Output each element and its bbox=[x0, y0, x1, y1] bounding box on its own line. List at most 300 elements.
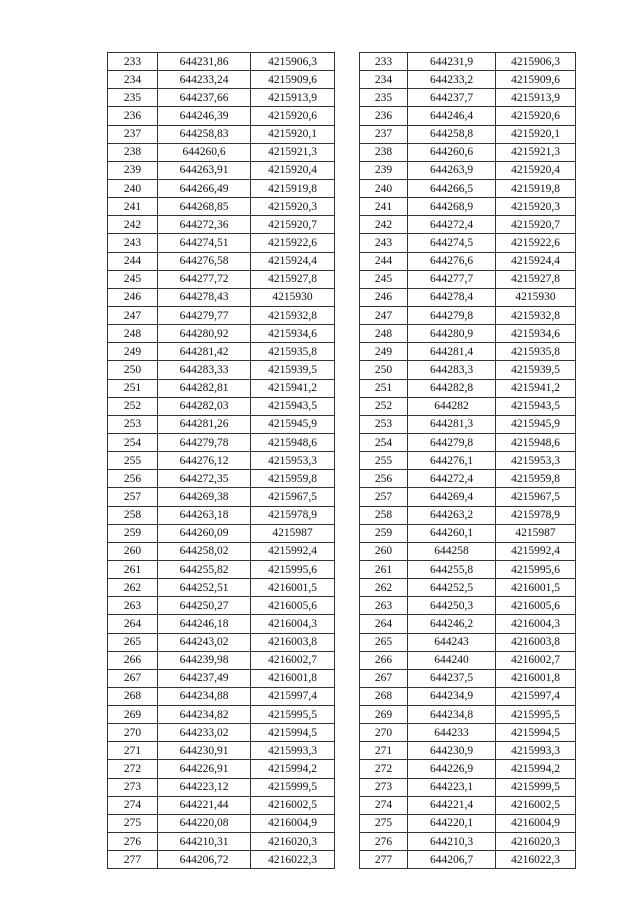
x-coordinate-cell: 644276,6 bbox=[408, 252, 496, 270]
table-row bbox=[360, 361, 576, 379]
x-coordinate-cell: 644278,43 bbox=[158, 288, 251, 306]
y-coordinate-cell: 4215948,6 bbox=[251, 433, 335, 451]
point-number-cell: 247 bbox=[360, 306, 408, 324]
x-coordinate-cell: 644246,2 bbox=[408, 615, 496, 633]
point-number-cell: 246 bbox=[108, 288, 158, 306]
x-coordinate-cell: 644237,7 bbox=[408, 89, 496, 107]
x-coordinate-cell: 644234,8 bbox=[408, 706, 496, 724]
point-number-cell: 264 bbox=[108, 615, 158, 633]
y-coordinate-cell: 4215995,5 bbox=[251, 706, 335, 724]
point-number-cell: 263 bbox=[108, 597, 158, 615]
point-number-cell: 276 bbox=[360, 833, 408, 851]
y-coordinate-cell: 4215920,6 bbox=[251, 107, 335, 125]
y-coordinate-cell: 4215927,8 bbox=[251, 270, 335, 288]
y-coordinate-cell: 4215987 bbox=[251, 524, 335, 542]
point-number-cell: 254 bbox=[360, 433, 408, 451]
y-coordinate-cell: 4215941,2 bbox=[251, 379, 335, 397]
point-number-cell: 268 bbox=[108, 687, 158, 705]
table-row bbox=[360, 433, 576, 451]
point-number-cell: 269 bbox=[108, 706, 158, 724]
x-coordinate-cell: 644206,72 bbox=[158, 851, 251, 869]
y-coordinate-cell: 4215994,5 bbox=[496, 724, 576, 742]
x-coordinate-cell: 644277,7 bbox=[408, 270, 496, 288]
x-coordinate-cell: 644237,49 bbox=[158, 669, 251, 687]
y-coordinate-cell: 4216005,6 bbox=[251, 597, 335, 615]
x-coordinate-cell: 644266,5 bbox=[408, 179, 496, 197]
point-number-cell: 264 bbox=[360, 615, 408, 633]
y-coordinate-cell: 4215994,2 bbox=[496, 760, 576, 778]
x-coordinate-cell: 644263,18 bbox=[158, 506, 251, 524]
x-coordinate-cell: 644279,8 bbox=[408, 433, 496, 451]
table-row bbox=[108, 524, 335, 542]
table-row bbox=[108, 71, 335, 89]
table-row bbox=[360, 724, 576, 742]
point-number-cell: 266 bbox=[360, 651, 408, 669]
point-number-cell: 244 bbox=[108, 252, 158, 270]
table-row bbox=[360, 252, 576, 270]
table-row bbox=[360, 524, 576, 542]
y-coordinate-cell: 4215994,2 bbox=[251, 760, 335, 778]
x-coordinate-cell: 644263,2 bbox=[408, 506, 496, 524]
y-coordinate-cell: 4215913,9 bbox=[496, 89, 576, 107]
y-coordinate-cell: 4216022,3 bbox=[251, 851, 335, 869]
y-coordinate-cell: 4215939,5 bbox=[496, 361, 576, 379]
x-coordinate-cell: 644280,92 bbox=[158, 325, 251, 343]
point-number-cell: 272 bbox=[108, 760, 158, 778]
point-number-cell: 276 bbox=[108, 833, 158, 851]
table-row bbox=[360, 506, 576, 524]
y-coordinate-cell: 4215997,4 bbox=[496, 687, 576, 705]
table-row bbox=[360, 198, 576, 216]
point-number-cell: 234 bbox=[360, 71, 408, 89]
table-row bbox=[360, 851, 576, 869]
y-coordinate-cell: 4216001,5 bbox=[496, 579, 576, 597]
x-coordinate-cell: 644230,91 bbox=[158, 742, 251, 760]
table-row bbox=[108, 560, 335, 578]
y-coordinate-cell: 4215927,8 bbox=[496, 270, 576, 288]
y-coordinate-cell: 4216001,5 bbox=[251, 579, 335, 597]
table-row bbox=[108, 125, 335, 143]
y-coordinate-cell: 4215921,3 bbox=[496, 143, 576, 161]
x-coordinate-cell: 644281,42 bbox=[158, 343, 251, 361]
point-number-cell: 255 bbox=[360, 452, 408, 470]
x-coordinate-cell: 644221,4 bbox=[408, 796, 496, 814]
table-row bbox=[108, 597, 335, 615]
table-row bbox=[360, 53, 576, 71]
x-coordinate-cell: 644272,35 bbox=[158, 470, 251, 488]
table-row bbox=[360, 452, 576, 470]
x-coordinate-cell: 644260,6 bbox=[408, 143, 496, 161]
point-number-cell: 265 bbox=[108, 633, 158, 651]
x-coordinate-cell: 644258,83 bbox=[158, 125, 251, 143]
table-row bbox=[108, 651, 335, 669]
x-coordinate-cell: 644237,5 bbox=[408, 669, 496, 687]
point-number-cell: 270 bbox=[108, 724, 158, 742]
y-coordinate-cell: 4215997,4 bbox=[251, 687, 335, 705]
y-coordinate-cell: 4216005,6 bbox=[496, 597, 576, 615]
table-row bbox=[108, 288, 335, 306]
table-row bbox=[360, 71, 576, 89]
y-coordinate-cell: 4215920,3 bbox=[251, 198, 335, 216]
table-row bbox=[108, 161, 335, 179]
y-coordinate-cell: 4215959,8 bbox=[496, 470, 576, 488]
point-number-cell: 241 bbox=[108, 198, 158, 216]
table-row bbox=[360, 288, 576, 306]
table-row bbox=[360, 615, 576, 633]
y-coordinate-cell: 4215935,8 bbox=[251, 343, 335, 361]
y-coordinate-cell: 4216020,3 bbox=[251, 833, 335, 851]
y-coordinate-cell: 4215919,8 bbox=[251, 179, 335, 197]
point-number-cell: 245 bbox=[360, 270, 408, 288]
x-coordinate-cell: 644234,82 bbox=[158, 706, 251, 724]
point-number-cell: 238 bbox=[360, 143, 408, 161]
table-row bbox=[360, 597, 576, 615]
y-coordinate-cell: 4215921,3 bbox=[251, 143, 335, 161]
x-coordinate-cell: 644210,3 bbox=[408, 833, 496, 851]
x-coordinate-cell: 644279,77 bbox=[158, 306, 251, 324]
point-number-cell: 240 bbox=[360, 179, 408, 197]
x-coordinate-cell: 644268,9 bbox=[408, 198, 496, 216]
x-coordinate-cell: 644226,9 bbox=[408, 760, 496, 778]
table-row bbox=[360, 379, 576, 397]
x-coordinate-cell: 644252,5 bbox=[408, 579, 496, 597]
table-row bbox=[360, 270, 576, 288]
y-coordinate-cell: 4216003,8 bbox=[496, 633, 576, 651]
y-coordinate-cell: 4216020,3 bbox=[496, 833, 576, 851]
point-number-cell: 267 bbox=[360, 669, 408, 687]
table-row bbox=[360, 687, 576, 705]
table-row bbox=[360, 669, 576, 687]
table-row bbox=[360, 778, 576, 796]
x-coordinate-cell: 644260,6 bbox=[158, 143, 251, 161]
table-row bbox=[108, 89, 335, 107]
point-number-cell: 243 bbox=[108, 234, 158, 252]
point-number-cell: 245 bbox=[108, 270, 158, 288]
x-coordinate-cell: 644233 bbox=[408, 724, 496, 742]
x-coordinate-cell: 644283,3 bbox=[408, 361, 496, 379]
x-coordinate-cell: 644282 bbox=[408, 397, 496, 415]
point-number-cell: 267 bbox=[108, 669, 158, 687]
y-coordinate-cell: 4215967,5 bbox=[496, 488, 576, 506]
x-coordinate-cell: 644230,9 bbox=[408, 742, 496, 760]
point-number-cell: 251 bbox=[108, 379, 158, 397]
y-coordinate-cell: 4215995,6 bbox=[496, 560, 576, 578]
y-coordinate-cell: 4215995,5 bbox=[496, 706, 576, 724]
table-row bbox=[108, 325, 335, 343]
table-row bbox=[360, 833, 576, 851]
y-coordinate-cell: 4216001,8 bbox=[251, 669, 335, 687]
x-coordinate-cell: 644276,1 bbox=[408, 452, 496, 470]
y-coordinate-cell: 4215999,5 bbox=[251, 778, 335, 796]
point-number-cell: 268 bbox=[360, 687, 408, 705]
point-number-cell: 239 bbox=[108, 161, 158, 179]
y-coordinate-cell: 4215945,9 bbox=[251, 415, 335, 433]
y-coordinate-cell: 4215943,5 bbox=[251, 397, 335, 415]
x-coordinate-cell: 644280,9 bbox=[408, 325, 496, 343]
table-row bbox=[360, 125, 576, 143]
y-coordinate-cell: 4215920,6 bbox=[496, 107, 576, 125]
x-coordinate-cell: 644281,26 bbox=[158, 415, 251, 433]
x-coordinate-cell: 644226,91 bbox=[158, 760, 251, 778]
x-coordinate-cell: 644243,02 bbox=[158, 633, 251, 651]
x-coordinate-cell: 644220,1 bbox=[408, 814, 496, 832]
x-coordinate-cell: 644282,81 bbox=[158, 379, 251, 397]
y-coordinate-cell: 4215935,8 bbox=[496, 343, 576, 361]
y-coordinate-cell: 4216004,9 bbox=[496, 814, 576, 832]
y-coordinate-cell: 4216001,8 bbox=[496, 669, 576, 687]
point-number-cell: 252 bbox=[360, 397, 408, 415]
x-coordinate-cell: 644246,39 bbox=[158, 107, 251, 125]
y-coordinate-cell: 4215978,9 bbox=[251, 506, 335, 524]
x-coordinate-cell: 644281,3 bbox=[408, 415, 496, 433]
point-number-cell: 253 bbox=[108, 415, 158, 433]
coordinates-table-right bbox=[359, 52, 576, 869]
point-number-cell: 274 bbox=[360, 796, 408, 814]
point-number-cell: 248 bbox=[108, 325, 158, 343]
y-coordinate-cell: 4215909,6 bbox=[251, 71, 335, 89]
point-number-cell: 255 bbox=[108, 452, 158, 470]
table-row bbox=[108, 179, 335, 197]
point-number-cell: 262 bbox=[108, 579, 158, 597]
point-number-cell: 261 bbox=[360, 560, 408, 578]
x-coordinate-cell: 644250,27 bbox=[158, 597, 251, 615]
x-coordinate-cell: 644278,4 bbox=[408, 288, 496, 306]
x-coordinate-cell: 644258,8 bbox=[408, 125, 496, 143]
y-coordinate-cell: 4215922,6 bbox=[496, 234, 576, 252]
table-row bbox=[108, 814, 335, 832]
point-number-cell: 233 bbox=[360, 53, 408, 71]
point-number-cell: 253 bbox=[360, 415, 408, 433]
y-coordinate-cell: 4215967,5 bbox=[251, 488, 335, 506]
point-number-cell: 275 bbox=[108, 814, 158, 832]
table-row bbox=[108, 470, 335, 488]
y-coordinate-cell: 4215995,6 bbox=[251, 560, 335, 578]
table-row bbox=[360, 488, 576, 506]
x-coordinate-cell: 644233,02 bbox=[158, 724, 251, 742]
y-coordinate-cell: 4215993,3 bbox=[496, 742, 576, 760]
table-row bbox=[360, 107, 576, 125]
table-row bbox=[360, 796, 576, 814]
x-coordinate-cell: 644255,82 bbox=[158, 560, 251, 578]
point-number-cell: 260 bbox=[108, 542, 158, 560]
y-coordinate-cell: 4215924,4 bbox=[251, 252, 335, 270]
table-row bbox=[108, 143, 335, 161]
point-number-cell: 271 bbox=[360, 742, 408, 760]
point-number-cell: 272 bbox=[360, 760, 408, 778]
point-number-cell: 234 bbox=[108, 71, 158, 89]
table-row bbox=[108, 833, 335, 851]
x-coordinate-cell: 644206,7 bbox=[408, 851, 496, 869]
point-number-cell: 247 bbox=[108, 306, 158, 324]
point-number-cell: 249 bbox=[360, 343, 408, 361]
y-coordinate-cell: 4216002,7 bbox=[496, 651, 576, 669]
y-coordinate-cell: 4215913,9 bbox=[251, 89, 335, 107]
table-row bbox=[360, 560, 576, 578]
y-coordinate-cell: 4215909,6 bbox=[496, 71, 576, 89]
x-coordinate-cell: 644272,4 bbox=[408, 216, 496, 234]
point-number-cell: 263 bbox=[360, 597, 408, 615]
x-coordinate-cell: 644234,88 bbox=[158, 687, 251, 705]
y-coordinate-cell: 4215919,8 bbox=[496, 179, 576, 197]
x-coordinate-cell: 644279,78 bbox=[158, 433, 251, 451]
table-row bbox=[360, 397, 576, 415]
y-coordinate-cell: 4216022,3 bbox=[496, 851, 576, 869]
table-row bbox=[360, 542, 576, 560]
x-coordinate-cell: 644266,49 bbox=[158, 179, 251, 197]
point-number-cell: 249 bbox=[108, 343, 158, 361]
x-coordinate-cell: 644272,4 bbox=[408, 470, 496, 488]
x-coordinate-cell: 644243 bbox=[408, 633, 496, 651]
table-row bbox=[360, 651, 576, 669]
x-coordinate-cell: 644282,8 bbox=[408, 379, 496, 397]
table-row bbox=[360, 89, 576, 107]
y-coordinate-cell: 4215934,6 bbox=[251, 325, 335, 343]
point-number-cell: 236 bbox=[108, 107, 158, 125]
table-row bbox=[360, 633, 576, 651]
table-row bbox=[108, 687, 335, 705]
point-number-cell: 248 bbox=[360, 325, 408, 343]
table-row bbox=[360, 814, 576, 832]
point-number-cell: 236 bbox=[360, 107, 408, 125]
x-coordinate-cell: 644258 bbox=[408, 542, 496, 560]
x-coordinate-cell: 644252,51 bbox=[158, 579, 251, 597]
table-row bbox=[108, 615, 335, 633]
point-number-cell: 259 bbox=[360, 524, 408, 542]
point-number-cell: 242 bbox=[360, 216, 408, 234]
point-number-cell: 235 bbox=[360, 89, 408, 107]
y-coordinate-cell: 4215978,9 bbox=[496, 506, 576, 524]
x-coordinate-cell: 644269,4 bbox=[408, 488, 496, 506]
x-coordinate-cell: 644233,2 bbox=[408, 71, 496, 89]
y-coordinate-cell: 4215992,4 bbox=[496, 542, 576, 560]
table-row bbox=[108, 306, 335, 324]
point-number-cell: 237 bbox=[108, 125, 158, 143]
y-coordinate-cell: 4215922,6 bbox=[251, 234, 335, 252]
table-row bbox=[108, 579, 335, 597]
y-coordinate-cell: 4215930 bbox=[251, 288, 335, 306]
x-coordinate-cell: 644258,02 bbox=[158, 542, 251, 560]
x-coordinate-cell: 644231,9 bbox=[408, 53, 496, 71]
table-row bbox=[108, 724, 335, 742]
point-number-cell: 271 bbox=[108, 742, 158, 760]
x-coordinate-cell: 644260,1 bbox=[408, 524, 496, 542]
point-number-cell: 235 bbox=[108, 89, 158, 107]
table-row bbox=[108, 433, 335, 451]
point-number-cell: 266 bbox=[108, 651, 158, 669]
y-coordinate-cell: 4215920,4 bbox=[496, 161, 576, 179]
table-row bbox=[360, 306, 576, 324]
table-row bbox=[108, 234, 335, 252]
table-row bbox=[108, 506, 335, 524]
table-row bbox=[108, 706, 335, 724]
point-number-cell: 260 bbox=[360, 542, 408, 560]
table-row bbox=[108, 415, 335, 433]
table-row bbox=[108, 397, 335, 415]
y-coordinate-cell: 4215999,5 bbox=[496, 778, 576, 796]
point-number-cell: 242 bbox=[108, 216, 158, 234]
table-row bbox=[108, 633, 335, 651]
x-coordinate-cell: 644246,4 bbox=[408, 107, 496, 125]
y-coordinate-cell: 4215920,3 bbox=[496, 198, 576, 216]
table-row bbox=[108, 216, 335, 234]
point-number-cell: 273 bbox=[108, 778, 158, 796]
point-number-cell: 257 bbox=[108, 488, 158, 506]
y-coordinate-cell: 4215920,1 bbox=[251, 125, 335, 143]
y-coordinate-cell: 4215948,6 bbox=[496, 433, 576, 451]
x-coordinate-cell: 644210,31 bbox=[158, 833, 251, 851]
x-coordinate-cell: 644239,98 bbox=[158, 651, 251, 669]
x-coordinate-cell: 644223,12 bbox=[158, 778, 251, 796]
point-number-cell: 275 bbox=[360, 814, 408, 832]
point-number-cell: 238 bbox=[108, 143, 158, 161]
y-coordinate-cell: 4215959,8 bbox=[251, 470, 335, 488]
y-coordinate-cell: 4215930 bbox=[496, 288, 576, 306]
point-number-cell: 274 bbox=[108, 796, 158, 814]
y-coordinate-cell: 4216003,8 bbox=[251, 633, 335, 651]
x-coordinate-cell: 644274,5 bbox=[408, 234, 496, 252]
point-number-cell: 259 bbox=[108, 524, 158, 542]
x-coordinate-cell: 644283,33 bbox=[158, 361, 251, 379]
table-body-left bbox=[108, 53, 335, 869]
table-row bbox=[108, 669, 335, 687]
coordinates-table-left bbox=[107, 52, 335, 869]
table-row bbox=[108, 270, 335, 288]
y-coordinate-cell: 4216004,3 bbox=[496, 615, 576, 633]
table-row bbox=[360, 706, 576, 724]
y-coordinate-cell: 4215924,4 bbox=[496, 252, 576, 270]
table-row bbox=[360, 234, 576, 252]
table-row bbox=[360, 760, 576, 778]
point-number-cell: 277 bbox=[108, 851, 158, 869]
y-coordinate-cell: 4215943,5 bbox=[496, 397, 576, 415]
point-number-cell: 258 bbox=[108, 506, 158, 524]
x-coordinate-cell: 644255,8 bbox=[408, 560, 496, 578]
x-coordinate-cell: 644246,18 bbox=[158, 615, 251, 633]
point-number-cell: 243 bbox=[360, 234, 408, 252]
y-coordinate-cell: 4216004,3 bbox=[251, 615, 335, 633]
table-row bbox=[108, 760, 335, 778]
point-number-cell: 256 bbox=[360, 470, 408, 488]
table-row bbox=[360, 325, 576, 343]
table-row bbox=[108, 796, 335, 814]
y-coordinate-cell: 4215992,4 bbox=[251, 542, 335, 560]
point-number-cell: 252 bbox=[108, 397, 158, 415]
y-coordinate-cell: 4216002,5 bbox=[496, 796, 576, 814]
x-coordinate-cell: 644223,1 bbox=[408, 778, 496, 796]
y-coordinate-cell: 4215920,1 bbox=[496, 125, 576, 143]
x-coordinate-cell: 644233,24 bbox=[158, 71, 251, 89]
point-number-cell: 246 bbox=[360, 288, 408, 306]
y-coordinate-cell: 4215906,3 bbox=[496, 53, 576, 71]
y-coordinate-cell: 4215920,7 bbox=[251, 216, 335, 234]
table-row bbox=[360, 742, 576, 760]
y-coordinate-cell: 4215920,4 bbox=[251, 161, 335, 179]
point-number-cell: 233 bbox=[108, 53, 158, 71]
point-number-cell: 262 bbox=[360, 579, 408, 597]
point-number-cell: 265 bbox=[360, 633, 408, 651]
table-row bbox=[108, 379, 335, 397]
point-number-cell: 258 bbox=[360, 506, 408, 524]
point-number-cell: 239 bbox=[360, 161, 408, 179]
point-number-cell: 261 bbox=[108, 560, 158, 578]
y-coordinate-cell: 4216004,9 bbox=[251, 814, 335, 832]
x-coordinate-cell: 644260,09 bbox=[158, 524, 251, 542]
y-coordinate-cell: 4216002,5 bbox=[251, 796, 335, 814]
point-number-cell: 273 bbox=[360, 778, 408, 796]
table-row bbox=[108, 252, 335, 270]
table-row bbox=[108, 542, 335, 560]
table-row bbox=[108, 488, 335, 506]
